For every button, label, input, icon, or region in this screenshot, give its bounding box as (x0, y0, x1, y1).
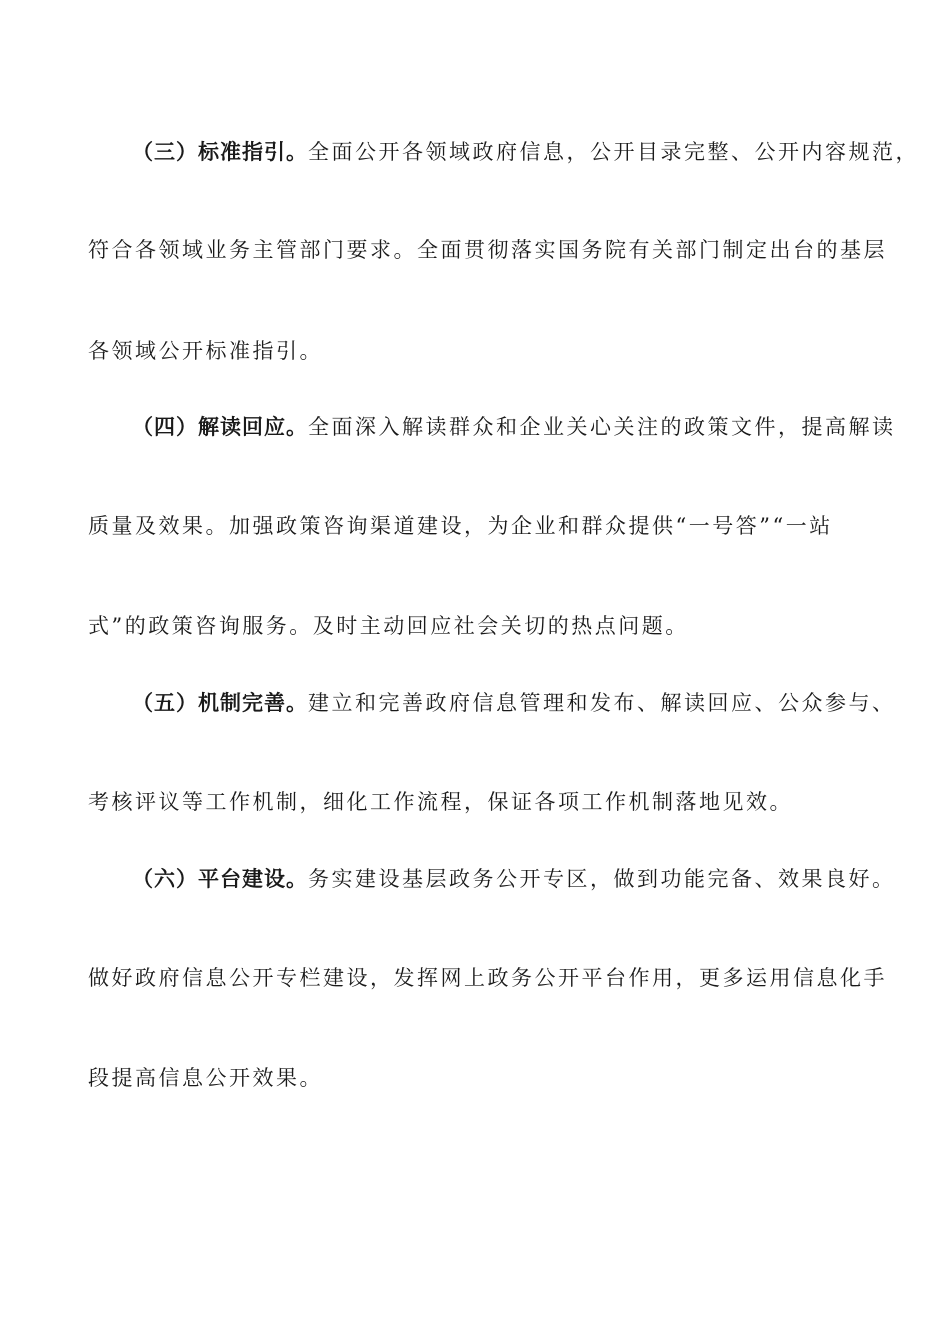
section-6-text-line-2: 做好政府信息公开专栏建设，发挥网上政务公开平台作用，更多运用信息化手 (88, 966, 887, 990)
section-5-heading: （五）机制完善。 (132, 690, 308, 715)
section-4-text-line-3: 式”的政策咨询服务。及时主动回应社会关切的热点问题。 (88, 614, 689, 638)
section-4-first-line (132, 412, 932, 442)
section-4-text-line-2: 质量及效果。加强政策咨询渠道建设，为企业和群众提供“一号答”“一站 (88, 514, 833, 538)
section-5-text-line-1: 建立和完善政府信息管理和发布、解读回应、公众参与、 (308, 691, 896, 715)
section-3-heading: （三）标准指引。 (132, 139, 308, 164)
section-3-text-line-1: 全面公开各领域政府信息，公开目录完整、公开内容规范， (308, 140, 919, 164)
section-4-heading: （四）解读回应。 (132, 414, 308, 439)
section-3-text-line-3: 各领域公开标准指引。 (88, 339, 323, 363)
section-6-text-line-1: 务实建设基层政务公开专区，做到功能完备、效果良好。 (308, 867, 896, 891)
section-6-first-line (132, 864, 932, 894)
section-6-heading: （六）平台建设。 (132, 866, 308, 891)
section-3-text-line-2: 符合各领域业务主管部门要求。全面贯彻落实国务院有关部门制定出台的基层 (88, 238, 887, 262)
section-6-text-line-3: 段提高信息公开效果。 (88, 1066, 323, 1090)
section-5-text-line-2: 考核评议等工作机制，细化工作流程，保证各项工作机制落地见效。 (88, 790, 793, 814)
section-4-text-line-1: 全面深入解读群众和企业关心关注的政策文件，提高解读 (308, 415, 896, 439)
section-5-first-line (132, 688, 932, 718)
section-3-first-line (132, 137, 932, 167)
